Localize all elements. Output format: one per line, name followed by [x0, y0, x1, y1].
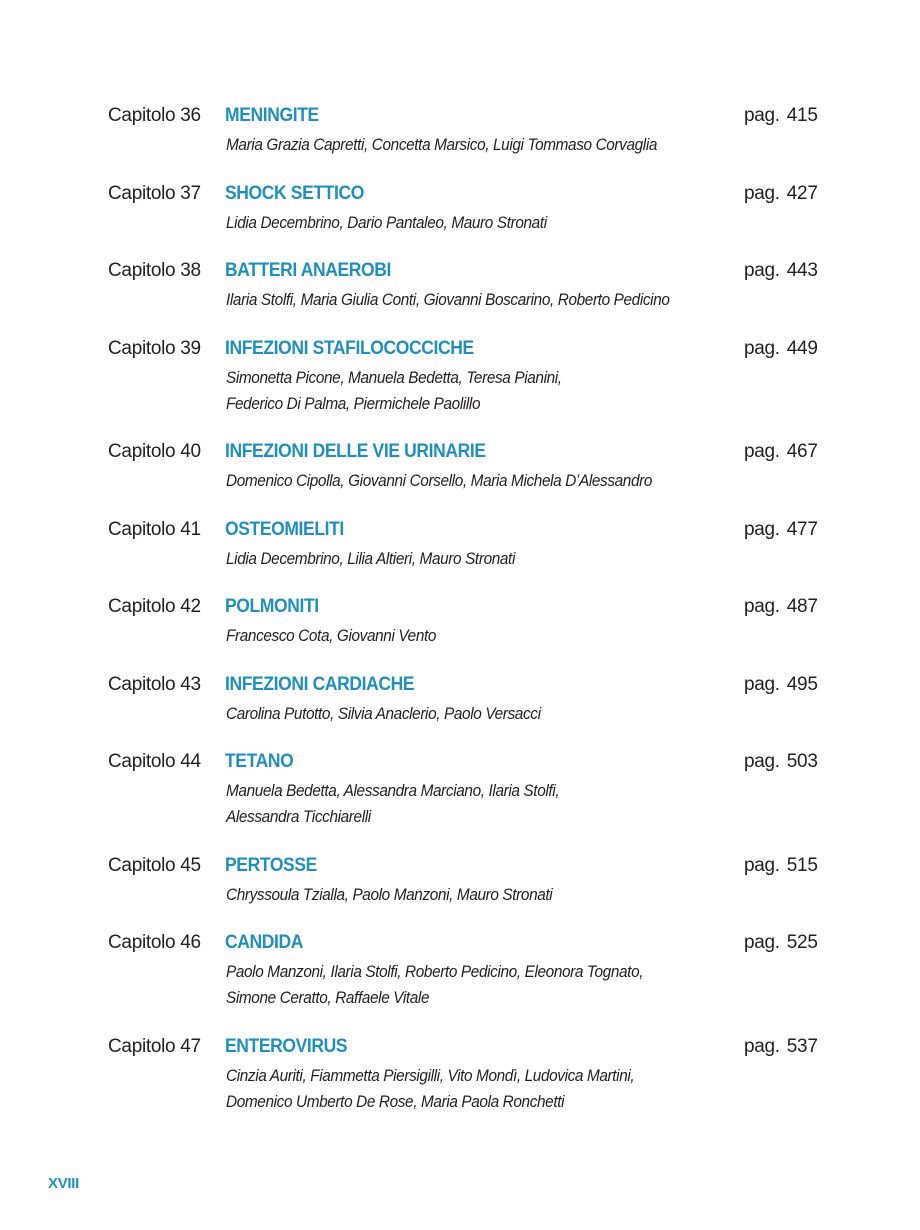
chapter-title: ENTEROVIRUS	[225, 1036, 348, 1057]
chapter-title: MENINGITE	[225, 105, 319, 126]
authors-line: Federico Di Palma, Piermichele Paolillo	[226, 395, 481, 413]
authors-line: Carolina Putotto, Silvia Anaclerio, Paolo Versacci	[226, 705, 541, 723]
chapter-authors	[226, 132, 710, 158]
authors-line: Domenico Cipolla, Giovanni Corsello, Maria Michela D’Alessandro	[226, 472, 653, 490]
chapter-page-ref	[744, 931, 818, 955]
page-prefix: pag.	[744, 183, 780, 204]
authors-line: Paolo Manzoni, Ilaria Stolfi, Roberto Pedicino, Eleonora Tognato,	[226, 963, 644, 981]
authors-line: Manuela Bedetta, Alessandra Marciano, Ilaria Stolfi,	[226, 782, 560, 800]
chapter-authors	[226, 468, 710, 494]
chapter-authors	[226, 1063, 710, 1115]
authors-line: Simonetta Picone, Manuela Bedetta, Teresa Pianini,	[226, 369, 562, 387]
chapter-title: INFEZIONI STAFILOCOCCICHE	[225, 338, 474, 359]
chapter-page-ref	[744, 259, 818, 283]
page-prefix: pag.	[744, 855, 780, 876]
chapter-authors	[226, 287, 710, 313]
chapter-label: Capitolo 37	[108, 183, 201, 204]
chapter-page-ref	[744, 104, 818, 128]
chapter-label: Capitolo 47	[108, 1036, 201, 1057]
chapter-page-ref	[744, 440, 818, 464]
chapter-label: Capitolo 43	[108, 674, 201, 695]
authors-line: Simone Ceratto, Raffaele Vitale	[226, 989, 430, 1007]
chapter-title: POLMONITI	[225, 596, 319, 617]
page-number: 415	[786, 105, 818, 126]
page-number: 477	[786, 519, 818, 540]
chapter-authors	[226, 546, 710, 572]
chapter-authors	[226, 210, 710, 236]
page-folio: XVIII	[48, 1175, 80, 1192]
chapter-page-ref	[744, 182, 818, 206]
page-prefix: pag.	[744, 674, 780, 695]
chapter-title: CANDIDA	[225, 932, 304, 953]
page-number: 503	[786, 751, 818, 772]
chapter-title: INFEZIONI DELLE VIE URINARIE	[225, 441, 486, 462]
chapter-authors	[226, 701, 710, 727]
chapter-authors	[226, 623, 710, 649]
page-number: 515	[786, 855, 818, 876]
page-number: 537	[786, 1036, 818, 1057]
page-number: 427	[786, 183, 818, 204]
page-prefix: pag.	[744, 441, 780, 462]
authors-line: Lidia Decembrino, Lilia Altieri, Mauro Stronati	[226, 550, 515, 568]
page-prefix: pag.	[744, 1036, 780, 1057]
chapter-label: Capitolo 40	[108, 441, 201, 462]
authors-line: Francesco Cota, Giovanni Vento	[226, 627, 437, 645]
page-prefix: pag.	[744, 932, 780, 953]
chapter-label: Capitolo 44	[108, 751, 201, 772]
authors-line: Domenico Umberto De Rose, Maria Paola Ronchetti	[226, 1093, 565, 1111]
chapter-title: PERTOSSE	[225, 855, 317, 876]
page-prefix: pag.	[744, 596, 780, 617]
chapter-label: Capitolo 46	[108, 932, 201, 953]
chapter-page-ref	[744, 750, 818, 774]
page-number: 443	[786, 260, 818, 281]
page-number: 487	[786, 596, 818, 617]
chapter-title: INFEZIONI CARDIACHE	[225, 674, 415, 695]
chapter-label: Capitolo 36	[108, 105, 201, 126]
authors-line: Cinzia Auriti, Fiammetta Piersigilli, Vito Mondì, Ludovica Martini,	[226, 1067, 635, 1085]
page-number: 467	[786, 441, 818, 462]
chapter-title: BATTERI ANAEROBI	[225, 260, 392, 281]
chapter-authors	[226, 778, 710, 830]
page-prefix: pag.	[744, 105, 780, 126]
authors-line: Maria Grazia Capretti, Concetta Marsico, Luigi Tommaso Corvaglia	[226, 136, 658, 154]
chapter-label: Capitolo 45	[108, 855, 201, 876]
chapter-authors	[226, 959, 710, 1011]
chapter-label: Capitolo 39	[108, 338, 201, 359]
chapter-page-ref	[744, 1035, 818, 1059]
chapter-authors	[226, 882, 710, 908]
page-number: 495	[786, 674, 818, 695]
chapter-label: Capitolo 41	[108, 519, 201, 540]
chapter-title: OSTEOMIELITI	[225, 519, 344, 540]
chapter-page-ref	[744, 337, 818, 361]
chapter-page-ref	[744, 854, 818, 878]
chapter-page-ref	[744, 673, 818, 697]
chapter-title: SHOCK SETTICO	[225, 183, 364, 204]
chapter-page-ref	[744, 595, 818, 619]
authors-line: Alessandra Ticchiarelli	[226, 808, 371, 826]
page-prefix: pag.	[744, 519, 780, 540]
authors-line: Chryssoula Tzialla, Paolo Manzoni, Mauro Stronati	[226, 886, 553, 904]
chapter-page-ref	[744, 518, 818, 542]
page-number: 449	[786, 338, 818, 359]
page-prefix: pag.	[744, 751, 780, 772]
chapter-label: Capitolo 38	[108, 260, 201, 281]
chapter-authors	[226, 365, 710, 417]
page-number: 525	[786, 932, 818, 953]
page-prefix: pag.	[744, 260, 780, 281]
chapter-label: Capitolo 42	[108, 596, 201, 617]
chapter-title: TETANO	[225, 751, 294, 772]
authors-line: Ilaria Stolfi, Maria Giulia Conti, Giovanni Boscarino, Roberto Pedicino	[226, 291, 670, 309]
authors-line: Lidia Decembrino, Dario Pantaleo, Mauro Stronati	[226, 214, 547, 232]
page-prefix: pag.	[744, 338, 780, 359]
